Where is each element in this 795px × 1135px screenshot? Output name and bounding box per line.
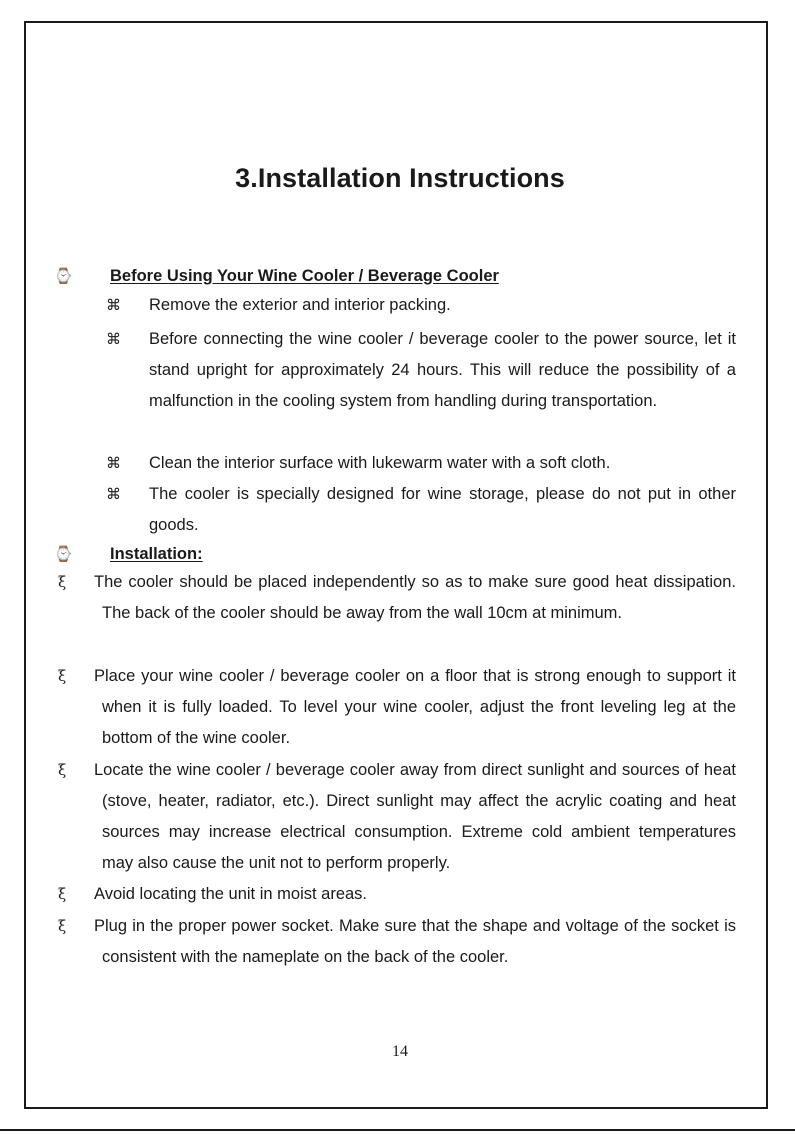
clock-icon: ⌚ <box>54 546 73 563</box>
list-item <box>106 324 736 417</box>
list-item-text: Place your wine cooler / beverage cooler on a floor that is strong enough to support it when it is fully loaded. To level your wine cooler, adjust the front leveling leg at the bottom of the wine cooler. <box>94 667 736 747</box>
list-item-text: Clean the interior surface with lukewarm water with a soft cloth. <box>149 454 611 472</box>
xi-bullet-icon: ξ <box>58 667 67 685</box>
list-item <box>106 290 736 321</box>
xi-bullet-icon: ξ <box>58 573 67 591</box>
list-item-text: Locate the wine cooler / beverage cooler away from direct sunlight and sources of heat (stove, heater, radiator, etc.). Direct sunlight may affect the acrylic coating and heat sources may increase electrical consumption. Extreme cold ambient temperatures may also cause the unit not to perform properly. <box>94 761 736 872</box>
list-item <box>58 567 736 629</box>
page-number: 14 <box>392 1043 408 1060</box>
xi-bullet-icon: ξ <box>58 761 67 779</box>
list-item <box>58 911 736 973</box>
section-heading-installation <box>52 543 203 565</box>
xi-bullet-icon: ξ <box>58 917 67 935</box>
list-item <box>106 448 736 479</box>
list-item-text: Plug in the proper power socket. Make sure that the shape and voltage of the socket is consistent with the nameplate on the back of the cooler. <box>94 917 736 966</box>
section-heading-before-using <box>52 265 499 287</box>
section-heading-label: Installation: <box>110 544 203 563</box>
command-key-icon: ⌘ <box>106 331 121 348</box>
command-key-icon: ⌘ <box>106 455 121 472</box>
list-item-text: The cooler is specially designed for wine storage, please do not put in other goods. <box>149 485 736 534</box>
list-item <box>58 879 736 910</box>
bottom-rule <box>0 1129 795 1131</box>
list-item-text: Avoid locating the unit in moist areas. <box>94 885 368 903</box>
list-item-text: Remove the exterior and interior packing. <box>149 296 451 314</box>
command-key-icon: ⌘ <box>106 297 121 314</box>
list-item <box>58 661 736 754</box>
list-item-text: Before connecting the wine cooler / beverage cooler to the power source, let it stand upright for approximately 24 hours. This will reduce the possibility of a malfunction in the cooling system from handling during transportation. <box>149 330 736 410</box>
list-item-text: The cooler should be placed independently so as to make sure good heat dissipation. The back of the cooler should be away from the wall 10cm at minimum. <box>94 573 736 622</box>
page-title: 3.Installation Instructions <box>235 163 565 193</box>
clock-icon: ⌚ <box>54 268 73 285</box>
xi-bullet-icon: ξ <box>58 885 67 903</box>
section-heading-label: Before Using Your Wine Cooler / Beverage Cooler <box>110 266 499 285</box>
list-item <box>106 479 736 541</box>
list-item <box>58 755 736 879</box>
command-key-icon: ⌘ <box>106 486 121 503</box>
